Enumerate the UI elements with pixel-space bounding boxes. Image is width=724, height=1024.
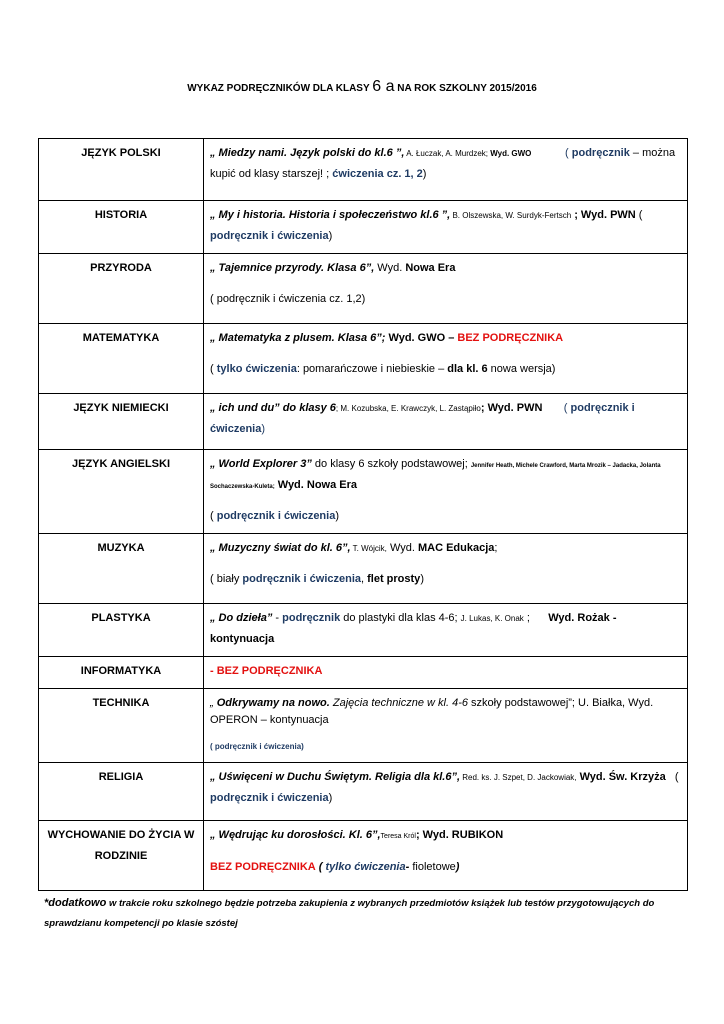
subject-cell: RELIGIA: [39, 763, 204, 821]
footnote: *dodatkowo w trakcie roku szkolnego będzie potrzeba zakupienia z wybranych przedmiotów książek lub testów przygotowujących do sprawdzianu kompetencji po klasie szóstej: [44, 897, 655, 929]
book-cell: - BEZ PODRĘCZNIKA: [204, 657, 688, 689]
subject-cell: WYCHOWANIE DO ŻYCIA W RODZINIE: [39, 821, 204, 891]
subject-cell: JĘZYK POLSKI: [39, 139, 204, 201]
book-cell: „ Matematyka z plusem. Klasa 6”; Wyd. GWO – BEZ PODRĘCZNIKA ( tylko ćwiczenia: pomarańczowe i niebieskie – dla kl. 6 nowa wersja): [204, 324, 688, 394]
textbook-table: [38, 138, 688, 891]
subject-cell: INFORMATYKA: [39, 657, 204, 689]
subject-cell: MATEMATYKA: [39, 324, 204, 394]
title-text: WYKAZ PODRĘCZNIKÓW DLA KLASY: [187, 83, 370, 94]
book-cell: „ Tajemnice przyrody. Klasa 6”, Wyd. Nowa Era ( podręcznik i ćwiczenia cz. 1,2): [204, 254, 688, 324]
book-cell: „ Wędrując ku dorosłości. Kl. 6”,Teresa Król; Wyd. RUBIKON BEZ PODRĘCZNIKA ( tylko ćwiczenia- fioletowe): [204, 821, 688, 891]
school-year: NA ROK SZKOLNY 2015/2016: [397, 83, 537, 94]
table-row: [39, 201, 688, 254]
subject-cell: TECHNIKA: [39, 689, 204, 763]
subject-cell: JĘZYK NIEMIECKI: [39, 394, 204, 450]
table-row: [39, 324, 688, 394]
table-row: [39, 534, 688, 604]
book-cell: „ Muzyczny świat do kl. 6”, T. Wójcik, Wyd. MAC Edukacja; ( biały podręcznik i ćwiczenia, flet prosty): [204, 534, 688, 604]
table-row: [39, 450, 688, 534]
book-cell: „ Uświęceni w Duchu Świętym. Religia dla kl.6”, Red. ks. J. Szpet, D. Jackowiak, Wyd. Św. Krzyża ( podręcznik i ćwiczenia): [204, 763, 688, 821]
table-row: [39, 821, 688, 891]
subject-cell: HISTORIA: [39, 201, 204, 254]
class-number: 6 a: [372, 78, 395, 95]
book-cell: „ Miedzy nami. Język polski do kl.6 ”, A. Łuczak, A. Murdzek; Wyd. GWO ( podręcznik – można kupić od klasy starszej! ; ćwiczenia cz. 1, 2): [204, 139, 688, 201]
table-row: [39, 657, 688, 689]
book-cell: „ Do dzieła” - podręcznik do plastyki dla klas 4-6; J. Lukas, K. Onak ; Wyd. Rożak - kontynuacja: [204, 604, 688, 657]
table-row: [39, 254, 688, 324]
subject-cell: PLASTYKA: [39, 604, 204, 657]
book-cell: „ My i historia. Historia i społeczeństwo kl.6 ”, B. Olszewska, W. Surdyk-Fertsch ; Wyd. PWN ( podręcznik i ćwiczenia): [204, 201, 688, 254]
book-cell: „ ich und du” do klasy 6; M. Kozubska, E. Krawczyk, L. Zastąpiło; Wyd. PWN ( podręcznik i ćwiczenia): [204, 394, 688, 450]
table-row: [39, 394, 688, 450]
table-row: [39, 763, 688, 821]
table-row: [39, 604, 688, 657]
subject-cell: JĘZYK ANGIELSKI: [39, 450, 204, 534]
table-row: [39, 689, 688, 763]
subject-cell: PRZYRODA: [39, 254, 204, 324]
book-cell: „ World Explorer 3” do klasy 6 szkoły podstawowej; Jennifer Heath, Michele Crawford, Marta Mrozik – Jadacka, Jolanta Sochaczewska-Kuleta; Wyd. Nowa Era ( podręcznik i ćwiczenia): [204, 450, 688, 534]
table-row: [39, 139, 688, 201]
page-title: [0, 78, 724, 96]
subject-cell: MUZYKA: [39, 534, 204, 604]
book-cell: „ Odkrywamy na nowo. Zajęcia techniczne w kl. 4-6 szkoły podstawowej”; U. Białka, Wyd. OPERON – kontynuacja ( podręcznik i ćwiczenia): [204, 689, 688, 763]
